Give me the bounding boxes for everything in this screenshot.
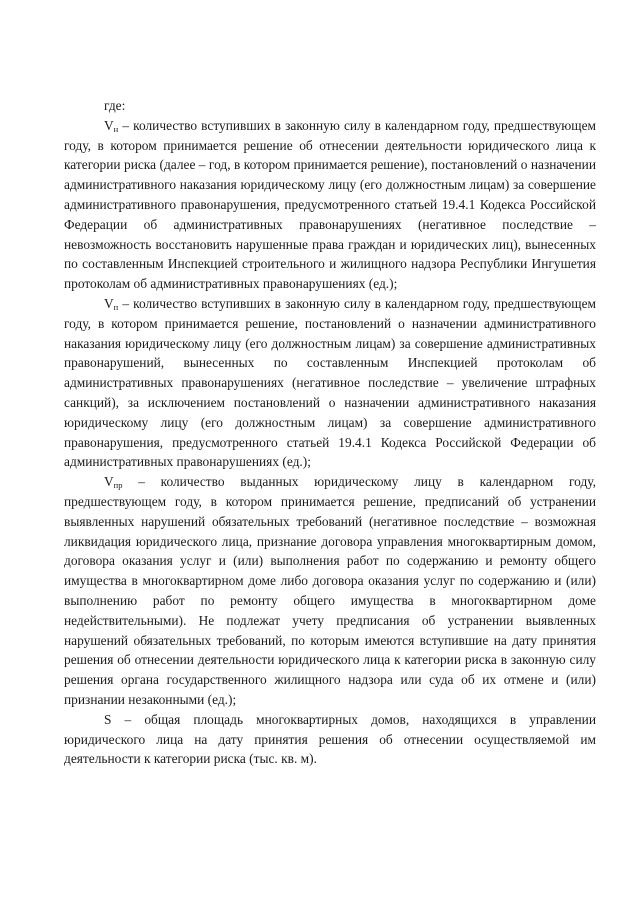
symbol-vp-letter: V <box>104 295 114 311</box>
symbol-vpr-letter: V <box>104 474 114 490</box>
symbol-vn <box>104 118 118 133</box>
symbol-vpr <box>104 474 122 489</box>
symbol-vpr-subscript: пр <box>113 480 123 491</box>
symbol-vn-subscript: н <box>113 123 119 134</box>
symbol-vp <box>104 296 118 311</box>
intro-text: где: <box>104 98 126 113</box>
symbol-s-letter: S <box>104 711 112 727</box>
document-body <box>64 96 596 769</box>
definition-s <box>64 710 596 769</box>
definition-vn-text: – количество вступивших в законную силу в календарном году, предшествующем году, в котором принимается решение об отнесении деятельности юридического лица к категории риска (далее – год, в котором принимается решение), постановлений о назначении административного наказания юридическому лицу (его должностным лицам) за совершение административного правонарушения, предусмотренного статьей 19.4.1 Кодекса Российской Федерации об административных правонарушениях (негативное последствие – невозможность восстановить нарушенные права граждан и юридических лиц), вынесенных по составленным Инспекцией строительного и жилищного надзора Республики Ингушетия протоколам об административных правонарушениях (ед.); <box>64 117 596 292</box>
definition-vpr <box>64 472 596 710</box>
definition-vp-text: – количество вступивших в законную силу в календарном году, предшествующем году, в котором принимается решение, постановлений о назначении административного наказания юридическому лицу (его должностным лицам) за совершение административных правонарушений, вынесенных по составленным Инспекцией протоколам об административных правонарушениях (негативное последствие – увеличение штрафных санкций), за исключением постановлений о назначении административного наказания юридическому лицу (его должностным лицам) за совершение административного правонарушения, предусмотренного статьей 19.4.1 Кодекса Российской Федерации об административных правонарушениях (ед.); <box>64 295 596 470</box>
definition-vp <box>64 294 596 472</box>
symbol-vn-letter: V <box>104 117 114 133</box>
definition-vn <box>64 116 596 294</box>
symbol-vp-subscript: п <box>113 301 119 312</box>
definition-s-text: – общая площадь многоквартирных домов, находящихся в управлении юридического лица на дату принятия решения об отнесении осуществляемой им деятельности к категории риска (тыс. кв. м). <box>64 711 596 767</box>
definition-vpr-text: – количество выданных юридическому лицу в календарном году, предшествующем году, в котором принимается решение, предписаний об устранении выявленных нарушений обязательных требований (негативное последствие – возможная ликвидация юридического лица, признание договора управления многоквартирным домом, договора оказания услуг и (или) выполнения работ по содержанию и ремонту общего имущества в многоквартирном доме либо договора оказания услуг по содержанию и (или) выполнению работ по ремонту общего имущества в многоквартирном доме недействительными). Не подлежат учету предписания об устранении выявленных нарушений обязательных требований, по которым имеются вступившие на дату принятия решения об отнесении деятельности юридического лица к категории риска в законную силу решения органа государственного жилищного надзора или суда об их отмене и (или) признании незаконными (ед.); <box>64 474 596 707</box>
